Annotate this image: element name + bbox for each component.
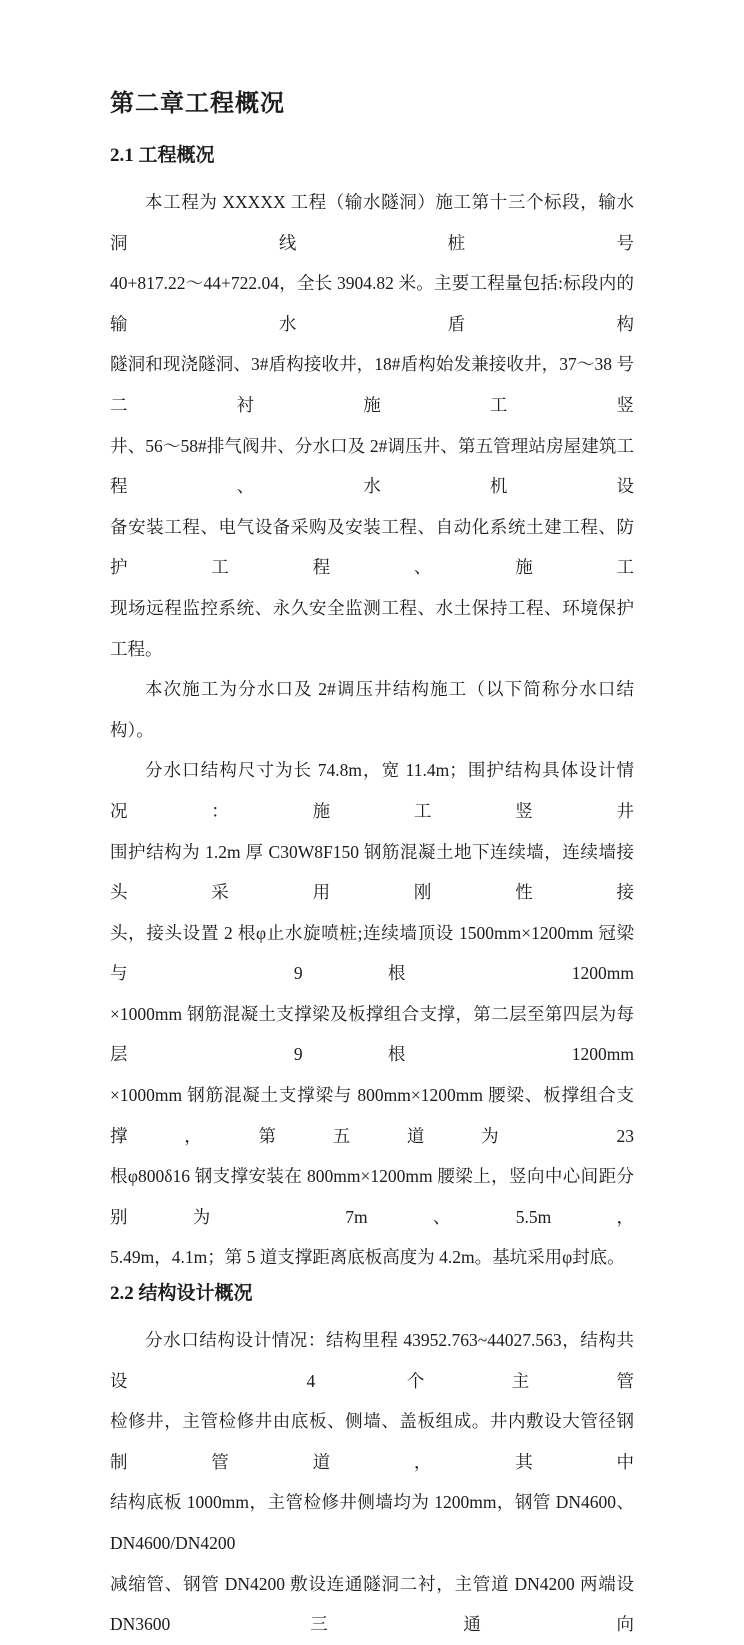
section-heading-2-1: 2.1 工程概况	[110, 145, 215, 166]
paragraph-line: 分水口结构尺寸为长 74.8m，宽 11.4m；围护结构具体设计情况：施工竖井	[110, 760, 634, 821]
paragraph-line: 本次施工为分水口及 2#调压井结构施工（以下简称分水口结构）。	[110, 679, 634, 740]
paragraph-structure-dimensions	[110, 750, 634, 1278]
paragraph-line: ×1000mm 钢筋混凝土支撑梁及板撑组合支撑，第二层至第四层为每层 9 根 1200mm	[110, 1003, 634, 1065]
paragraph-line: 根φ800δ16 钢支撑安装在 800mm×1200mm 腰梁上，竖向中心间距分别为 7m、5.5m，	[110, 1166, 634, 1227]
paragraph-line: 检修井，主管检修井由底板、侧墙、盖板组成。井内敷设大管径钢制管道，其中	[110, 1411, 634, 1472]
paragraph-line: 井、56～58#排气阀井、分水口及 2#调压井、第五管理站房屋建筑工程、水机设	[110, 435, 634, 497]
paragraph-line: 减缩管、钢管 DN4200 敷设连通隧洞二衬，主管道 DN4200 两端设 DN3600 三通向	[110, 1573, 634, 1635]
paragraph-line: 结构底板 1000mm，主管检修井侧墙均为 1200mm，钢管 DN4600、DN4600/DN4200	[110, 1492, 634, 1553]
paragraph-line: 40+817.22～44+722.04，全长 3904.82 米。主要工程量包括:标段内的输水盾构	[110, 273, 634, 334]
paragraph-line: 备安装工程、电气设备采购及安装工程、自动化系统土建工程、防护工程、施工	[110, 516, 634, 578]
chapter-title: 第二章工程概况	[110, 91, 285, 117]
paragraph-line: 头，接头设置 2 根φ止水旋喷桩;连续墙顶设 1500mm×1200mm 冠梁与 9 根 1200mm	[110, 922, 634, 984]
section-heading-2-2: 2.2 结构设计概况	[110, 1283, 253, 1305]
paragraph-line: 现场远程监控系统、永久安全监测工程、水土保持工程、环境保护工程。	[110, 597, 634, 659]
paragraph-project-overview	[110, 182, 634, 669]
paragraph-current-construction	[110, 669, 634, 750]
paragraph-line: 隧洞和现浇隧洞、3#盾构接收井，18#盾构始发兼接收井，37～38 号二衬施工竖	[110, 354, 634, 415]
paragraph-structure-design	[110, 1320, 634, 1645]
paragraph-line: 5.49m，4.1m；第 5 道支撑距离底板高度为 4.2m。基坑采用φ封底。	[110, 1247, 625, 1268]
paragraph-line: 本工程为 XXXXX 工程（输水隧洞）施工第十三个标段，输水洞线桩号	[110, 192, 634, 253]
paragraph-line: 围护结构为 1.2m 厚 C30W8F150 钢筋混凝土地下连续墙，连续墙接头采用刚性接	[110, 841, 634, 903]
paragraph-line: ×1000mm 钢筋混凝土支撑梁与 800mm×1200mm 腰梁、板撑组合支撑，第五道为 23	[110, 1085, 634, 1146]
paragraph-line: 分水口结构设计情况：结构里程 43952.763~44027.563，结构共设 4 个主管	[110, 1330, 634, 1391]
